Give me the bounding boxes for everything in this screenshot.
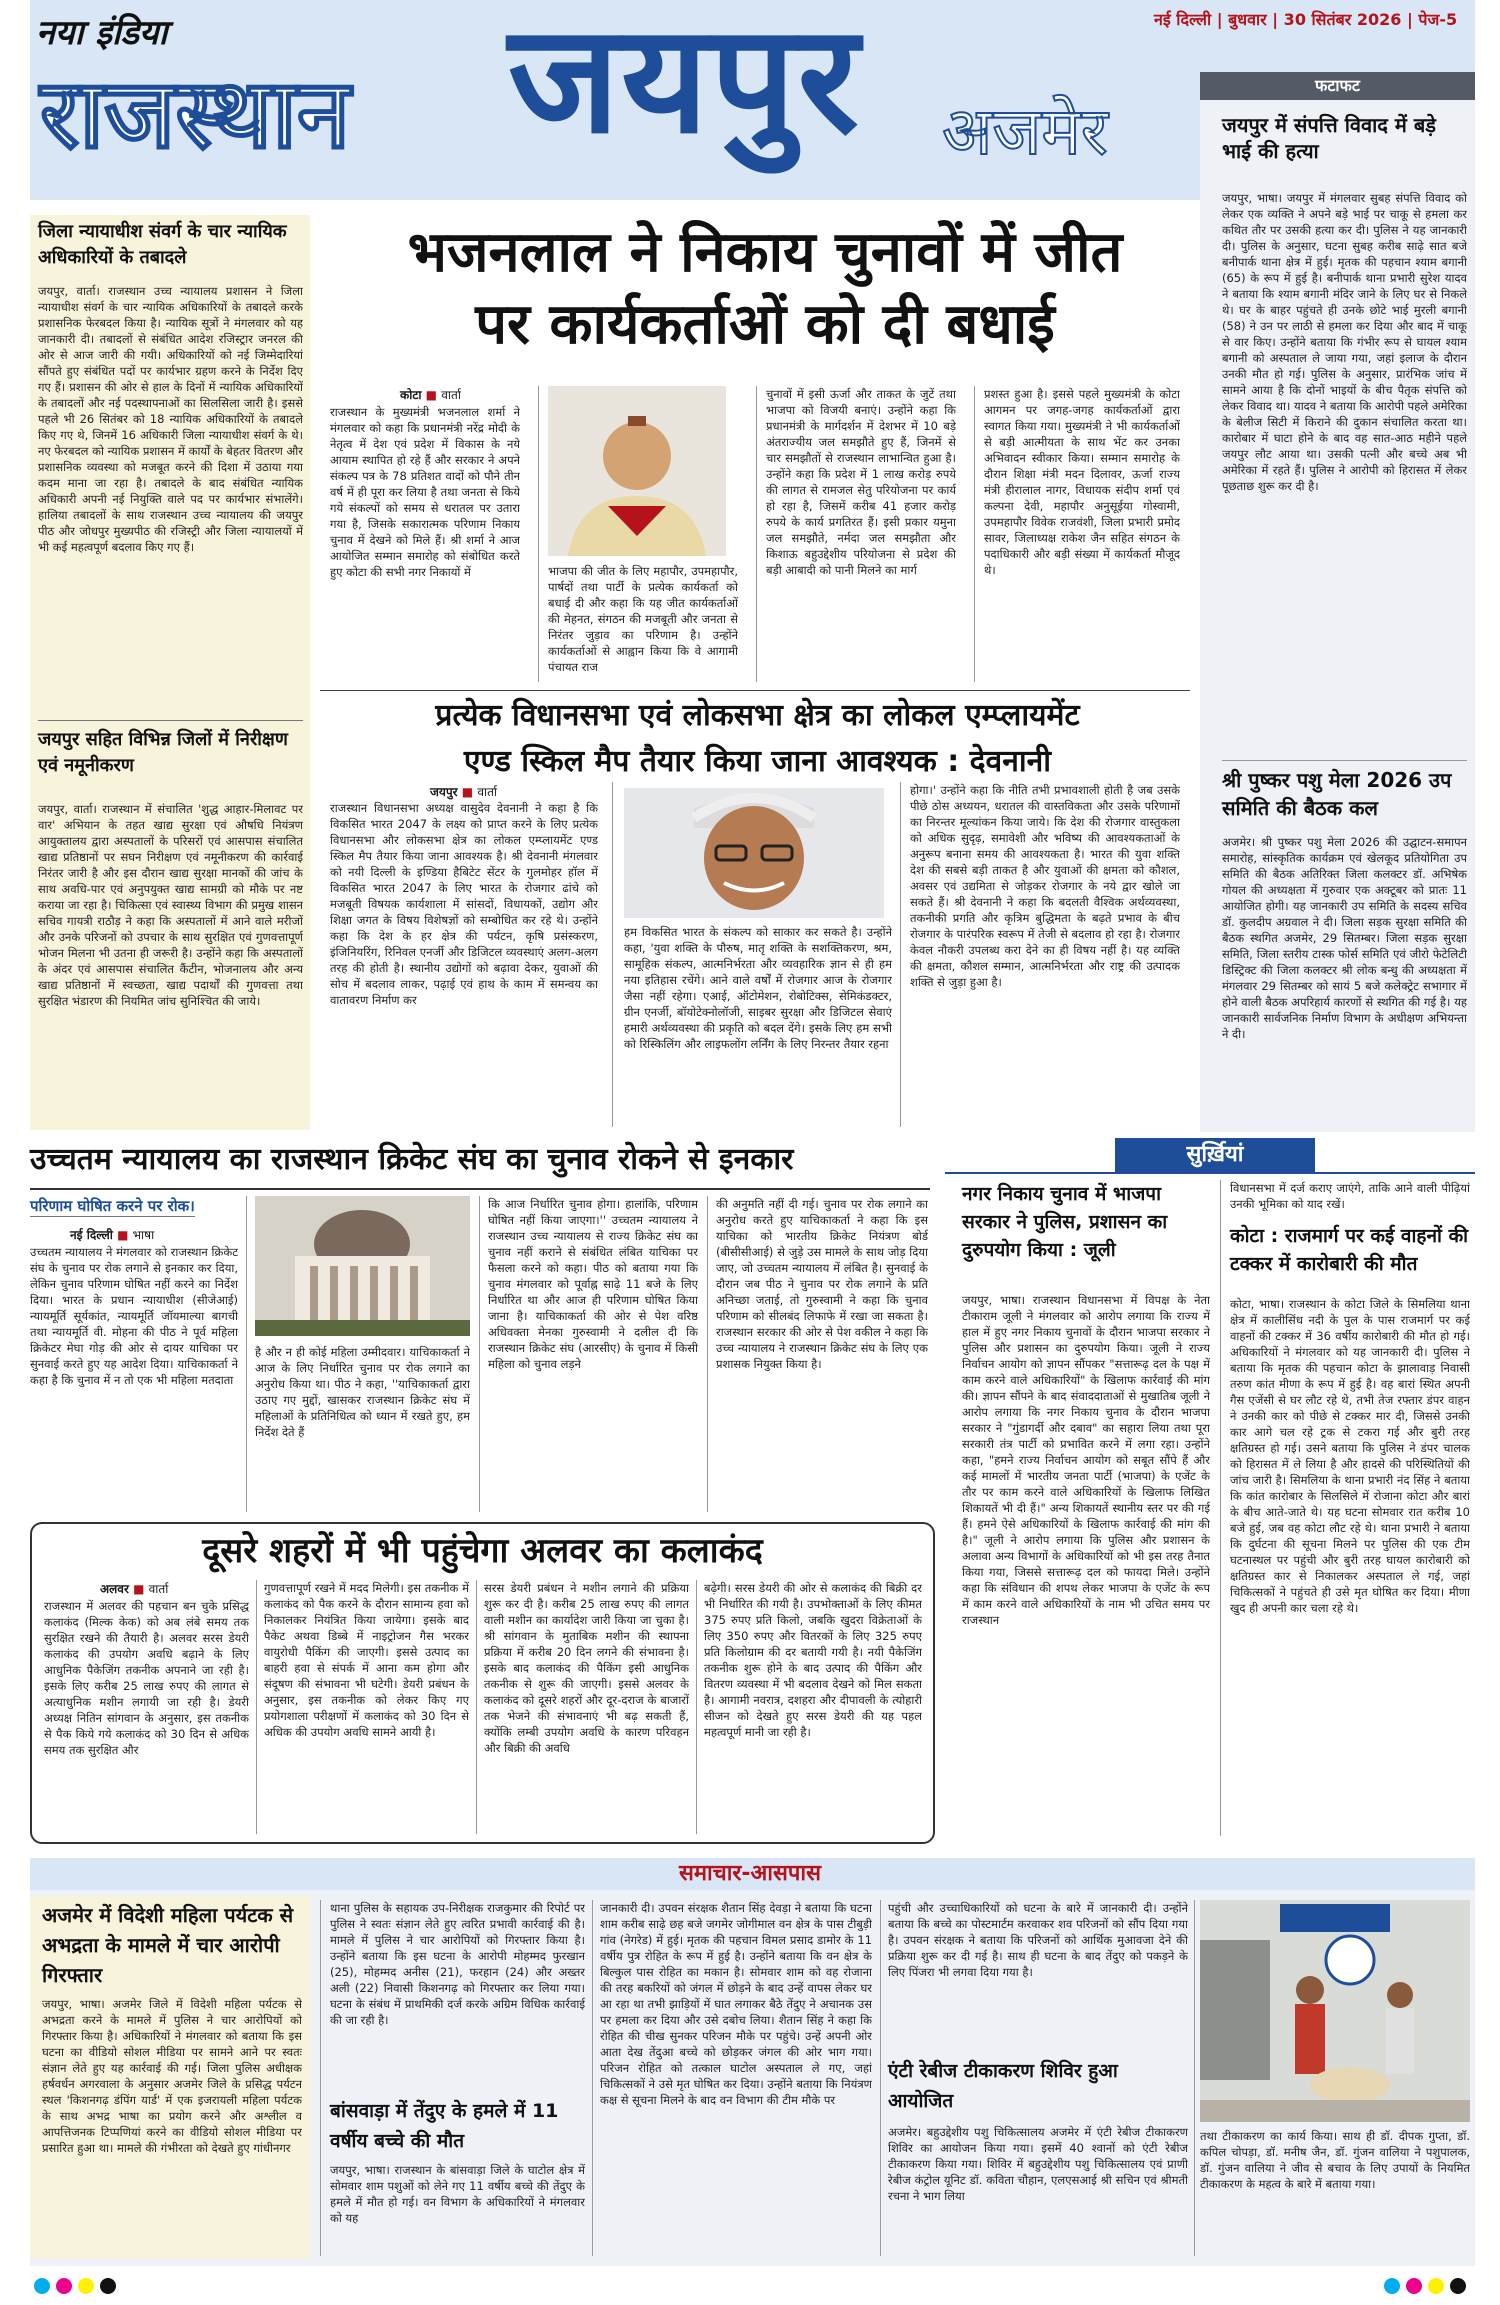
sc-byline-agency: भाषा [132,1228,155,1242]
aaspas-story2-body: जयपुर, भाषा। राजस्थान के बांसवाड़ा जिले के घाटोल क्षेत्र में सोमवार शाम पशुओं को लेने गए 11 वर्षीय बच्चे की तेंदुए के हमले में मौत हो गई। वन विभाग के अधिकारियों ने मंगलवार को यह [330,2163,585,2225]
sub-city-title: अजमेर [942,93,1108,170]
aaspas-photo-caption: तथा टीकाकरण का कार्य किया। साथ ही डॉ. दीपक गुप्ता, डॉ. कपिल चोपड़ा, डॉ. मनीष जैन, डॉ. गुंजन वालिया ने पशुपालक, डॉ. गुंजन वालिया ने जीव से बचाव के लिए उपायों के नियमित टीकाकरण के महत्व के बारे में बताया गया। [1200,2129,1470,2191]
sc-photo [255,1196,470,1336]
second-byline-city: जयपुर [430,785,458,799]
sc-byline: नई दिल्ली ■ भाषा [70,1228,155,1242]
lead-photo [548,386,726,556]
surkhiyan-story2-body: कोटा, भाषा। राजस्थान के कोटा जिले के सिमलिया थाना क्षेत्र में कालीसिंध नदी के पुल के पास राजमार्ग पर कई वाहनों की टक्कर में 36 वर्षीय कारोबारी की मौत हो गई। अधिकारियों ने मंगलवार को यह जानकारी दी। पुलिस ने बताया कि मृतक की पहचान कोटा के झालावाड़ निवासी तरुण कांत मीणा के रूप में हुई है। वह बारां स्थित अपनी गैस एजेंसी से घर लौट रहे थे, तभी तेज रफ्तार डंपर वाहन ने उनकी कार को पीछे से टक्कर मार दी, जिससे उनकी कार आगे चल रहे ट्रक से टकरा गई और बुरी तरह क्षतिग्रस्त हो गई। उसने बताया कि पुलिस ने डंपर चालक को हिरासत में ले लिया है और हादसे की परिस्थितियों की जांच जारी है। सिमलिया के थाना प्रभारी नंद सिंह ने बताया कि कांत कारोबार के सिलसिले में रोजाना कोटा और बारां के बीच आते-जाते थे। यह घटना सोमवार रात करीब 10 बजे हुई, जब वह कोटा लौट रहे थे। थाना प्रभारी ने बताया कि दुर्घटना की सूचना मिलने पर पुलिस की एक टीम घटनास्थल पर पहुंची और बुरी तरह घायल कारोबारी को क्षतिग्रस्त कार से निकालकर अस्पताल ले गई, जहां चिकित्सकों ने पहुंचते ही उसे मृत घोषित कर दिया। मीणा खुद ही अपनी कार चला रहे थे। [1230,1297,1470,1615]
left-story2-body: जयपुर, वार्ता। राजस्थान में संचालित 'शुद्ध आहार-मिलावट पर वार' अभियान के तहत खाद्य सुरक्षा एवं औषधि नियंत्रण आयुक्तालय द्वारा अस्पतालों के परिसरों एवं आसपास संचालित खाद्य प्रतिष्ठानों पर सघन निरीक्षण एवं नमूनीकरण की कार्रवाई निरंतर जारी है और इस दौरान खाद्य सुरक्षा मानकों की जांच के साथ अवधि-पार एवं अनुपयुक्त खाद्य सामग्री को मौके पर नष्ट कराया जा रहा है। चिकित्सा एवं स्वास्थ्य विभाग की प्रमुख शासन सचिव गायत्री राठौड़ ने कहा कि अस्पतालों में आने वाले मरीजों और उनके परिजनों को उपचार के साथ सुरक्षित एवं गुणवत्तापूर्ण भोजन मिलना भी उतना ही जरूरी है। उन्होंने कहा कि अस्पतालों के अंदर एवं आसपास संचालित कैंटीन, भोजनालय और अन्य खाद्य प्रतिष्ठानों में स्वच्छता, खाद्य पदार्थों की गुणवत्ता तथा सुरक्षित भंडारण की नियमित जांच सुनिश्चित की जाये। [38,802,303,1008]
supreme-court-building-icon [255,1196,470,1336]
phatafat-story2-body: अजमेर। श्री पुष्कर पशु मेला 2026 की उद्घाटन-समापन समारोह, सांस्कृतिक कार्यक्रम एवं खेलकूद प्रतियोगिता उप समिति की बैठक अतिरिक्त जिला कलक्टर डॉ. अभिषेक गोयल की अध्यक्षता में गुरुवार एक अक्टूबर को प्रातः 11 आयोजित होगी। यह जानकारी उप समिति के सदस्य सचिव डॉ. कुलदीप अग्रवाल ने दी। जिला सड़क सुरक्षा समिति की बैठक स्थगित अजमेर, 29 सितम्बर। जिला सड़क सुरक्षा समिति, जिला स्तरीय टास्क फोर्स समिति एवं जीरो फेटेलिटी डिस्ट्रिक्ट की जिला कलक्टर श्री लोक बन्धु की अध्यक्षता में मंगलवार 29 सितम्बर को सायं 5 बजे कलेक्ट्रेट सभागार में होने वाली बैठक अपरिहार्य कारणों से स्थगित की गई है। यह जानकारी सार्वजनिक निर्माण विभाग के अधीक्षण अभियन्ता ने दी। [1222,835,1467,1041]
aaspas-col2-top: थाना पुलिस के सहायक उप-निरीक्षक राजकुमार की रिपोर्ट पर पुलिस ने स्वतः संज्ञान लेते हुए त्वरित प्रभावी कार्रवाई की है। मामले में पुलिस ने चार आरोपियों को गिरफ्तार किया है। उन्होंने बताया कि इस घटना के आरोपी मोहम्मद फुरखान (25), मोहम्मद अनीस (21), फरहान (24) और अख्तर अली (22) निवासी किशनगढ़ को गिरफ्तार कर लिया गया। घटना के संबंध में प्राथमिकी दर्ज करके अग्रिम विधिक कार्रवाई की जा रही है। [330,1901,585,2027]
second-headline-1: प्रत्येक विधानसभा एवं लोकसभा क्षेत्र का लोकल एम्प्लायमेंट [435,698,1080,733]
lead-col2: भाजपा की जीत के लिए महापौर, उपमहापौर, पार्षदों तथा पार्टी के प्रत्येक कार्यकर्ता को बधाई दी और कहा कि यह जीत कार्यकर्ताओं की मेहनत, संगठन की मजबूती और जनता से निरंतर जुड़ाव का परिणाम है। उन्होंने कार्यकर्ताओं से आह्वान किया कि वे आगामी पंचायत राज [548,564,738,674]
phatafat-story1-title: जयपुर में संपत्ति विवाद में बड़े भाई की हत्या [1222,113,1436,163]
lead-byline-city: कोटा [400,388,422,402]
second-col2: हम विकसित भारत के संकल्प को साकार कर सकते है। उन्होंने कहा, 'युवा शक्ति के पौरुष, मातृ शक्ति के सशक्तिकरण, श्रम, सामूहिक संकल्प, आत्मनिर्भरता और व्यवहारिक ज्ञान से ही हम नया इतिहास रचेंगे। आने वाले वर्षों में रोजगार आज के रोजगार जैसा नहीं रहेगा। एआई, ऑटोमेशन, रोबोटिक्स, सेमिकंडक्टर, ग्रीन एनर्जी, बॉयोटेक्नोलॉजी, साइबर सुरक्षा और डिजिटल सेवाएं हमारी अर्थव्यवस्था की प्रकृति को बदल देंगे। इसके लिए हम सभी को रिस्किलिंग और लाइफलोंग लर्निंग के लिए निरन्तर तैयार रहना [624,925,892,1051]
city-title: जयपुर [508,0,861,167]
lead-byline: कोटा ■ वार्ता [400,388,461,402]
lead-col4: प्रशस्त हुआ है। इससे पहले मुख्यमंत्री के कोटा आगमन पर जगह-जगह कार्यकर्ताओं द्वारा स्वागत किया गया। मुख्यमंत्री ने भी कार्यकर्ताओं से बड़ी आत्मीयता के साथ भेंट कर उनका अभिवादन स्वीकार किया। सम्मान समारोह के दौरान शिक्षा मंत्री मदन दिलावर, ऊर्जा राज्य मंत्री हीरालाल नागर, विधायक संदीप शर्मा एवं कल्पना देवी, महापौर अनुसूईया गोस्वामी, उपमहापौर विवेक राजवंशी, जिला प्रभारी प्रमोद सावर, जिलाध्यक्ष राकेश जैन सहित संगठन के पदाधिकारी और बड़ी संख्या में कार्यकर्ता मौजूद थे। [984,387,1180,577]
dateline: नई दिल्ली | बुधवार | 30 सितंबर 2026 | पेज-5 [1154,10,1458,29]
surkhiyan-label: सुर्ख़ियां [1115,1138,1315,1172]
aaspas-story2-title: बांसवाड़ा में तेंदुए के हमले में 11 वर्षीय बच्चे की मौत [330,2100,559,2152]
aaspas-photo [1200,1900,1470,2122]
aaspas-story3-body: अजमेर। बहुउद्देशीय पशु चिकित्सालय अजमेर में एंटी रेबीज टीकाकरण शिविर का आयोजन किया गया। इसमें 40 श्वानों को एंटी रेबीज टीकाकरण किया गया। शिविर में बहुउद्देशीय पशु चिकित्सालय एवं प्राणी रेबीज कंट्रोल यूनिट डॉ. कविता चौहान, एलएसआई श्री सचिन एवं श्रीमती रचना ने भाग लिया [888,2125,1188,2203]
second-photo [624,788,884,918]
phatafat-story2-title: श्री पुष्कर पशु मेला 2026 उप समिति की बैठक कल [1222,768,1452,820]
sc-col1: उच्चतम न्यायालय ने मंगलवार को राजस्थान क्रिकेट संघ के चुनाव पर रोक लगाने से इनकार कर दिया, लेकिन चुनाव परिणाम घोषित नहीं करने का निर्देश दिया। भारत के प्रधान न्यायाधीश (सीजेआई) न्यायमूर्ति सूर्यकांत, न्यायमूर्ति जॉयमाल्या बागची तथा न्यायमूर्ति वी. मोहना की पीठ ने पूर्व महिला क्रिकेटर मेघा गोड़ की ओर से दायर याचिका पर सुनवाई करते हुए यह आदेश दिया। याचिकाकर्ता ने कहा है कि चुनाव में न तो एक भी महिला मतदाता [30,1245,238,1387]
aaspas-story3-title: एंटी रेबीज टीकाकरण शिविर हुआ आयोजित [888,2060,1118,2112]
surkhiyan-col2-top: विधानसभा में दर्ज कराए जाएंगे, ताकि आने वाली पीढ़ियां उनकी भूमिका को याद रखें। [1230,1181,1470,1211]
portrait-icon [548,386,726,556]
portrait-icon [624,788,884,918]
second-byline-agency: वार्ता [477,785,498,799]
vaccination-camp-photo-icon [1200,1900,1470,2122]
second-byline: जयपुर ■ वार्ता [430,785,498,799]
alwar-col4: बढ़ेगी। सरस डेयरी की ओर से कलाकंद की बिक्री दर भी निर्धारित की गयी है। उपभोक्ताओं के लिए कीमत 375 रुपए प्रति किलो, जबकि खुदरा विक्रेताओं के लिए 350 रुपए और वितरकों के लिए 325 रुपए प्रति किलोग्राम की दर बतायी गयी है। नयी पैकेजिंग तकनीक शुरू होने के बाद उत्पाद की पैकिंग और वितरण व्यवस्था में भी बदलाव देखने को मिल सकता है। आगामी नवरात्र, दशहरा और दीपावली के त्योहारी सीजन को देखते हुए सरस डेयरी की यह पहल महत्वपूर्ण मानी जा रही है। [704,1581,922,1739]
phatafat-sidebar [1200,72,1475,1132]
second-col3: होगा।' उन्होंने कहा कि नीति तभी प्रभावशाली होती है जब उसके पीछे ठोस अध्ययन, धरातल की वास्तविकता और उसके परिणामों का निरन्तर मूल्यांकन किया जाये। कि देश की रोजगार वास्तुकला को अधिक सुदृढ़, समावेशी और भविष्य की आवश्यकताओं के अनुरूप बनाना समय की आवश्यकता है। भारत की युवा शक्ति देश की सबसे बड़ी ताकत है और युवाओं की क्षमता को कौशल, अवसर एवं उद्यमिता से जोड़कर रोजगार के नये द्वार खोले जा सकते हैं। श्री देवनानी ने कहा कि बदलती वैश्विक अर्थव्यवस्था, तकनीकी प्रगति और कृत्रिम बुद्धिमता के बढ़ते प्रभाव के बीच रोजगार के पारंपरिक स्वरूप में तेजी से बदलाव हो रहा है। रोजगार केवल नौकरी उपलब्ध करा देने का ही विषय नहीं है। यह व्यक्ति की क्षमता, कौशल सम्मान, आत्मनिर्भरता और राष्ट्र की उत्पादक शक्ति से जुड़ा हुआ है। [910,783,1180,989]
lead-headline-1: भजनलाल ने निकाय चुनावों में जीत [407,220,1123,285]
left-story2-title: जयपुर सहित विभिन्न जिलों में निरीक्षण एवं नमूनीकरण [38,729,288,776]
surkhiyan-story2-title: कोटा : राजमार्ग पर कई वाहनों की टक्कर में कारोबारी की मौत [1230,1225,1469,1275]
alwar-byline-city: अलवर [100,1582,129,1596]
sc-headline: उच्चतम न्यायालय का राजस्थान क्रिकेट संघ का चुनाव रोकने से इनकार [30,1142,794,1177]
sc-byline-city: नई दिल्ली [70,1228,113,1242]
brand-logo: नया इंडिया [36,13,168,53]
aaspas-story1-title: अजमेर में विदेशी महिला पर्यटक से अभद्रता के मामले में चार आरोपी गिरफ्तार [42,1903,294,1987]
aaspas-label: समाचार-आसपास [679,1861,821,1886]
alwar-byline-agency: वार्ता [148,1582,169,1596]
left-column [30,215,310,1130]
sc-col2: है और न ही कोई महिला उम्मीदवार। याचिकाकर्ता ने आज के लिए निर्धारित चुनाव पर रोक लगाने का अनुरोध किया था। पीठ ने कहा, ''याचिकाकर्ता द्वारा उठाए गए मुद्दों, खासकर राजस्थान क्रिकेट संघ में महिलाओं के प्रतिनिधित्व को ध्यान में रखते हुए, हम निर्देश देते हैं [255,1345,470,1439]
sc-col3: कि आज निर्धारित चुनाव होगा। हालांकि, परिणाम घोषित नहीं किया जाएगा।'' उच्चतम न्यायालय ने राजस्थान उच्च न्यायालय से राज्य क्रिकेट संघ का चुनाव नहीं कराने से संबंधित लंबित याचिका पर फैसला करने को कहा। पीठ को बताया गया कि चुनाव मंगलवार को पूर्वाह्न साढ़े 11 बजे के लिए निर्धारित था और आज ही परिणाम घोषित किया जाना है। याचिकाकर्ता की ओर से पेश वरिष्ठ अधिवक्ता मेनका गुरुस्वामी ने दलील दी कि राजस्थान क्रिकेट संघ (आरसीए) के चुनाव में किसी महिला को चुनाव लड़ने [488,1197,698,1371]
left-story1-body: जयपुर, वार्ता। राजस्थान उच्च न्यायालय प्रशासन ने जिला न्यायाधीश संवर्ग के चार न्यायिक अधिकारियों के तबादले करके प्रशासनिक फेरबदल किया है। न्यायिक सूत्रों ने मंगलवार को यह जानकारी दी। तबादलों से संबंधित आदेश रजिस्ट्रार जनरल की ओर से आज जारी की गयी। अधिकारियों को नई जिम्मेदारियां सौंपते हुए संबंधित पदों पर कार्यभार ग्रहण करने के निर्देश दिए गए हैं। प्रशासन की ओर से हाल के दिनों में न्यायिक अधिकारियों के तबादलों और नई पदस्थापनाओं का सिलसिला जारी है। इससे पहले भी 26 सितंबर को 18 न्यायिक अधिकारियों के तबादले किए गए थे, जिनमें 16 अधिकारी जिला न्यायाधीश संवर्ग के थे। नए फेरबदल को न्यायिक प्रशासन में कार्यों के बेहतर वितरण और प्रशासनिक व्यवस्था को मजबूत करने की दिशा में उठाया गया कदम माना जा रहा है। तबादले के बाद संबंधित न्यायिक अधिकारी अपनी नई नियुक्ति वाले पद पर कार्यभार संभालेंगे। हालिया तबादलों के साथ राजस्थान उच्च न्यायालय की जयपुर पीठ और जोधपुर मुख्यपीठ की रजिस्ट्री और जिला न्यायालयों में भी कई महत्वपूर्ण बदलाव किए गए हैं। [38,284,303,554]
alwar-col3: सरस डेयरी प्रबंधन ने मशीन लगाने की प्रक्रिया शुरू कर दी है। करीब 25 लाख रुपए की लागत वाली मशीन का कार्यादेश जारी किया जा चुका है। श्री सांगवान के मुताबिक मशीन की स्थापना प्रक्रिया में करीब 20 दिन लगने की संभावना है। इसके बाद कलाकंद की पैकिंग इसी आधुनिक तकनीक से शुरू की जाएगी। इससे अलवर के कलाकंद को दूसरे शहरों और दूर-दराज के बाजारों तक भेजने की संभावनाएं भी बढ़ सकती हैं, क्योंकि लम्बी उपयोग अवधि के कारण परिवहन और बिक्री की अवधि [484,1581,689,1755]
aaspas-story1-body: जयपुर, भाषा। अजमेर जिले में विदेशी महिला पर्यटक से अभद्रता करने के मामले में पुलिस ने चार आरोपियों को गिरफ्तार किया है। अधिकारियों ने मंगलवार को बताया कि इस घटना का वीडियो सोशल मीडिया पर सामने आने पर स्वतः संज्ञान लेते हुए यह कार्रवाई की गई। जिला पुलिस अधीक्षक हर्षवर्धन अगरवाला के अनुसार अजमेर जिले के प्रसिद्ध पर्यटन स्थल 'किशनगढ़ डंपिंग यार्ड' में एक इजरायली महिला पर्यटक के साथ अभद्र भाषा का प्रयोग करने और अश्लील व आपत्तिजनक टिप्पणियां करने का वीडियो सोशल मीडिया पर प्रसारित हुआ था। मामले की गंभीरता को देखते हुए गांधीनगर [42,1997,302,2155]
alwar-headline: दूसरे शहरों में भी पहुंचेगा अलवर का कलाकंद [202,1531,763,1571]
left-story1-title: जिला न्यायाधीश संवर्ग के चार न्यायिक अधिकारियों के तबादले [38,221,287,268]
alwar-col2: गुणवत्तापूर्ण रखने में मदद मिलेगी। इस तकनीक में कलाकंद को पैक करने के दौरान सामान्य हवा को निकालकर नियंत्रित किया जायेगा। इसके बाद पैकेट अथवा डिब्बे में नाइट्रोजन गैस भरकर वायुरोधी पैकिंग की जाएगी। इससे उत्पाद का बाहरी हवा से संपर्क में आना कम होगा और संदूषण की संभावना भी घटेगी। डेयरी प्रबंधन के अनुसार, इस तकनीक को लेकर किए गए प्रयोगशाला परीक्षणों में कलाकंद को 30 दिन से अधिक की उपयोग अवधि सामने आयी है। [264,1581,469,1739]
lead-headline-2: पर कार्यकर्ताओं को दी बधाई [475,292,1055,357]
lead-col1: राजस्थान के मुख्यमंत्री भजनलाल शर्मा ने मंगलवार को कहा कि प्रधानमंत्री नरेंद्र मोदी के नेतृत्व में देश एवं प्रदेश में विकास के नये आयाम स्थापित हो रहे हैं और सरकार ने अपने संकल्प पत्र के 78 प्रतिशत वादों को पौने तीन वर्ष में ही पूरा कर लिया है तथा जनता से किये गये संकल्पों को समय से धरातल पर उतारा गया है, जिसके सकारात्मक परिणाम निकाय चुनाव में देखने को मिले हैं। श्री शर्मा ने आज आयोजित सम्मान समारोह को संबोधित करते हुए कोटा की सभी नगर निकायों में [330,405,520,579]
lead-col3: चुनावों में इसी ऊर्जा और ताकत के जुटें तथा भाजपा को विजयी बनाएं। उन्होंने कहा कि प्रधानमंत्री के मार्गदर्शन में देशभर में 10 बड़े अंतराज्यीय जल समझौते हुए हैं, जिनमें से चार समझौतों से राजस्थान लाभान्वित हुआ है। उन्होंने कहा कि प्रदेश में 1 लाख करोड़ रुपये की लागत से रामजल सेतु परियोजना पर कार्य हो रहा है, जिसमें करीब 41 हजार करोड़ रुपये के कार्य प्रगतिरत हैं। इसी प्रकार यमुना जल समझौते, नर्मदा जल समझौता और किशाऊ बहुउद्देशीय परियोजना से प्रदेश की बड़ी आबादी को पानी मिलने का मार्ग [766,387,956,577]
state-title: राजस्थान [40,58,351,170]
phatafat-story1-body: जयपुर, भाषा। जयपुर में मंगलवार सुबह संपत्ति विवाद को लेकर एक व्यक्ति ने अपने बड़े भाई पर चाकू से हमला कर कथित तौर पर उसकी हत्या कर दी। पुलिस ने यह जानकारी दी। पुलिस के अनुसार, घटना सुबह करीब साढ़े सात बजे बनीपार्क थाना क्षेत्र में हुई। मृतक की पहचान श्याम बगानी (65) के रूप में हुई है। बनीपार्क थाना प्रभारी सुरेश यादव ने बताया कि श्याम बगानी मंदिर जाने के लिए घर से निकले थे। घर के बाहर पहुंचते ही उनके छोटे भाई मुरली बगानी (58) ने उन पर लाठी से हमला कर दिया और बाद में चाकू से वार किए। उन्होंने बताया कि गंभीर रूप से घायल श्याम बगानी को अस्पताल ले जाया गया, जहां इलाज के दौरान उनकी मौत हो गई। पुलिस के अनुसार, प्रारंभिक जांच में सामने आया है कि दोनों भाइयों के बीच पैतृक संपत्ति को लेकर विवाद था। यादव ने बताया कि आरोपी पहले अमेरिका के बेलीज सिटी में किराने की दुकान संचालित करता था। कारोबार में घाटा होने के बाद वह सात-आठ महीने पहले जयपुर लौट आया था। उसकी पत्नी और बच्चे अब भी अमेरिका में रहते हैं। पुलिस ने आरोपी को हिरासत में लेकर पूछताछ शुरू कर दी है। [1222,191,1467,493]
alwar-col1: राजस्थान में अलवर की पहचान बन चुके प्रसिद्ध कलाकंद (मिल्क केक) को अब लंबे समय तक सुरक्षित रखने की तैयारी है। अलवर सरस डेयरी कलाकंद की उपयोग अवधि बढ़ाने के लिए आधुनिक पैकेजिंग तकनीक अपनाने जा रही है। इसके लिए करीब 25 लाख रुपए की लागत से अत्याधुनिक मशीन लगायी जा रही है। डेयरी अध्यक्ष नितिन सांगवान के अनुसार, इस तकनीक से पैक किये गये कलाकंद को 30 दिन से अधिक समय तक सुरक्षित और [44,1599,249,1757]
sc-col4: की अनुमति नहीं दी गई। चुनाव पर रोक लगाने का अनुरोध करते हुए याचिकाकर्ता ने कहा कि इस याचिका को भारतीय क्रिकेट नियंत्रण बोर्ड (बीसीसीआई) से जुड़े उस मामले के साथ जोड़ दिया जाए, जो उच्चतम न्यायालय में लंबित है। सुनवाई के दौरान जब पीठ ने चुनाव पर रोक लगाने के प्रति अनिच्छा जताई, तो गुरुस्वामी ने कहा कि चुनाव परिणाम को सीलबंद लिफाफे में रखा जा सकता है। राजस्थान सरकार की ओर से पेश वकील ने कहा कि उच्च न्यायालय ने राजस्थान क्रिकेट संघ के लिए एक प्रशासक नियुक्त किया है। [716,1197,928,1371]
surkhiyan-story1-body: जयपुर, भाषा। राजस्थान विधानसभा में विपक्ष के नेता टीकाराम जूली ने मंगलवार को आरोप लगाया कि राज्य में हाल में हुए नगर निकाय चुनावों के दौरान भाजपा सरकार ने पुलिस और प्रशासन का दुरुपयोग किया। जूली ने राज्य निर्वाचन आयोग को ज्ञापन सौंपकर "सत्तारूढ़ दल के पक्ष में काम करने वाले अधिकारियों" के खिलाफ कार्रवाई की मांग की। ज्ञापन सौंपने के बाद संवाददाताओं से मुखातिब जूली ने आरोप लगाया कि नगर निकाय चुनाव के दौरान भाजपा सरकार ने "गुंडागर्दी और दबाव" का सहारा लिया तथा पूरा सरकारी तंत्र पार्टी को प्रभावित करने में लगा रहा। उन्होंने कहा, "हमने राज्य निर्वाचन आयोग को सबूत सौंपे हैं और कई मामलों में भारतीय जनता पार्टी (भाजपा) के एजेंट के तौर पर काम करने वाले अधिकारियों के खिलाफ लिखित शिकायतें भी दी हैं।" अन्य शिकायतें स्थानीय स्तर पर की गई हैं। हमने ऐसे अधिकारियों के खिलाफ कार्रवाई की मांग की है।" जूली ने आरोप लगाया कि पुलिस और प्रशासन के अलावा अन्य विभागों के अधिकारियों को भी इस तरह तैनात किया गया, जिससे सत्तारूढ़ दल को फायदा मिले। उन्होंने कहा कि संविधान की शपथ लेकर भाजपा के एजेंट के रूप में काम करने वाले अधिकारियों के नाम भी उचित समय पर राजस्थान [962,1293,1210,1627]
second-headline-2: एण्ड स्किल मैप तैयार किया जाना आवश्यक : देवनानी [463,744,1052,779]
phatafat-label: फटाफट [1200,72,1475,100]
surkhiyan-story1-title: नगर निकाय चुनाव में भाजपा सरकार ने पुलिस, प्रशासन का दुरुपयोग किया : जूली [962,1183,1168,1261]
alwar-byline: अलवर ■ वार्ता [100,1582,169,1596]
aaspas-col4-top: पहुंची और उच्चाधिकारियों को घटना के बारे में जानकारी दी। उन्होंने बताया कि बच्चे का पोस्टमार्टम करवाकर शव परिजनों को सौंप दिया गया है। उपवन संरक्षक ने बताया कि परिजनों को आर्थिक मुआवजा देने की प्रक्रिया शुरू कर दी गई है। साथ ही घटना के बाद तेंदुए को पकड़ने के लिए पिंजरा भी लगवा दिया गया है। [888,1901,1188,1979]
sc-kicker: परिणाम घोषित करने पर रोक। [30,1197,195,1215]
aaspas-col3: जानकारी दी। उपवन संरक्षक शैतान सिंह देवड़ा ने बताया कि घटना शाम करीब साढ़े छह बजे जगमेर जोगीमाल वन क्षेत्र के पास टीबुड़ी गांव (नेगरेड) में हुई। मृतक की पहचान विमल प्रसाद डामोर के 11 वर्षीय पुत्र रोहित के रूप में हुई है। उन्होंने बताया कि वन क्षेत्र के बिल्कुल पास रोहित का मकान है। सोमवार शाम को वह रोजाना की तरह बकरियों को जंगल में छोड़ने के बाद उन्हें वापस लेकर घर आ रहा था तभी झाड़ियों में घात लगाकर बैठे तेंदुए ने अचानक उस पर हमला कर दिया और उसे दबोच लिया। शैतान सिंह ने कहा कि रोहित की चीख सुनकर परिजन मौके पर पहुंचे। उन्हें अपनी ओर आता देख तेंदुआ बच्चे को छोड़कर जंगल की ओर भाग गया। परिजन रोहित को तत्काल घाटोल अस्पताल ले गए, जहां चिकित्सकों ने उसे मृत घोषित कर दिया। उन्होंने बताया कि नियंत्रण कक्ष से सूचना मिलने के बाद वन विभाग की टीम मौके पर [600,1901,872,2107]
second-col1: राजस्थान विधानसभा अध्यक्ष वासुदेव देवनानी ने कहा है कि विकसित भारत 2047 के लक्ष्य को प्राप्त करने के लिए प्रत्येक विधानसभा और लोकसभा क्षेत्र का लोकल एम्प्लायमेंट एण्ड स्किल मैप तैयार किया जाना आवश्यक है। श्री देवनानी मंगलवार को नयी दिल्ली के इण्डिया हैबिटेट सेंटर के गुलमोहर हॉल में विकसित भारत 2047 के लिए भारत के रोजगार ढांचे को मजबूती विषयक कार्यशाला में सांसदों, विधायकों, उद्योग और शिक्षा जगत के विषय विशेषज्ञों को सम्बोधित कर रहे थे। उन्होंने कहा कि देश के हर क्षेत्र की पर्यटन, कृषि प्रसंस्करण, इंजिनियरिंग, रिनिवल एनर्जी और डिजिटल व्यवस्थाएं अलग-अलग तरह की होती है। स्थानीय उद्योगों को बढ़ावा देकर, युवाओं की सोच में बदलाव लाकर, पढ़ाई एवं हाथ के काम में समन्वय का वातावरण निर्माण कर [330,801,598,1007]
lead-byline-agency: वार्ता [441,388,461,402]
